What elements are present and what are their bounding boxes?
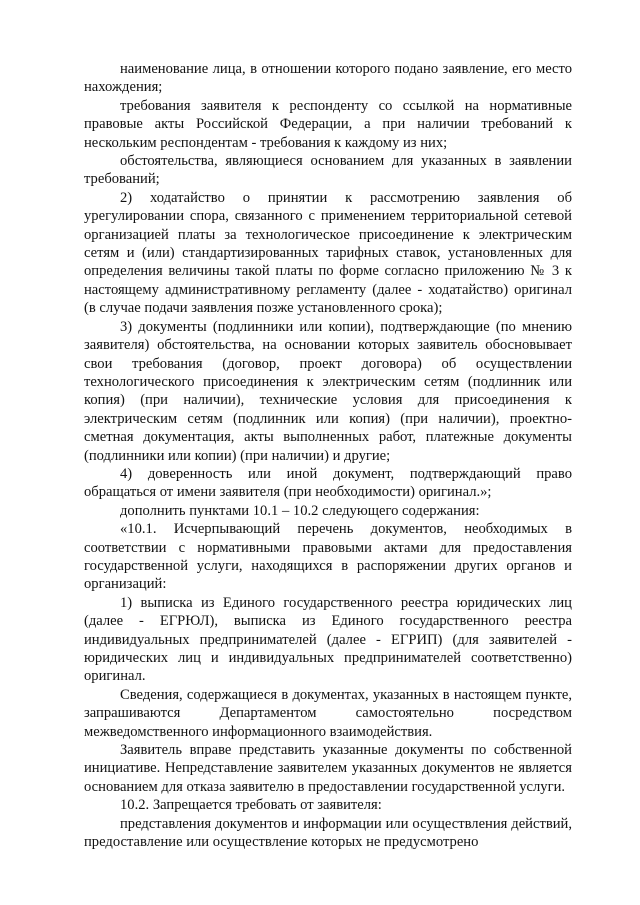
paragraph-9: 1) выписка из Единого государственного реестра юридических лиц (далее - ЕГРЮЛ), выписка из Единого государственного реестра индивидуальных предпринимателей (далее - ЕГРИП) (для заявителей - юридических лиц и индивидуальных предпринимателей соответственно) оригинал. — [84, 594, 572, 685]
paragraph-5: 3) документы (подлинники или копии), подтверждающие (по мнению заявителя) обстоятельства, на основании которых заявитель обосновывает свои требования (договор, проект договора) об осуществлении технологического присоединения к электрическим сетям (подлинник или копия) (при наличии), технические условия для присоединения к электрическим сетям (подлинник или копия) (при наличии), проектно-сметная документация, акты выполненных работ, платежные документы (подлинники или копии) (при наличии) и другие; — [84, 318, 572, 464]
paragraph-3: обстоятельства, являющиеся основанием для указанных в заявлении требований; — [84, 153, 572, 188]
paragraph-4: 2) ходатайство о принятии к рассмотрению заявления об урегулировании спора, связанного с применением территориальной сетевой организацией платы за технологическое присоединение к электрическим сетям и (или) стандартизированных тарифных ставок, установленных для определения величины такой платы по форме согласно приложению № 3 к настоящему административному регламенту (далее - ходатайство) оригинал (в случае подачи заявления позже установленного срока); — [84, 189, 572, 317]
paragraph-1: наименование лица, в отношении которого подано заявление, его место нахождения; — [84, 61, 572, 96]
paragraph-11: Заявитель вправе представить указанные документы по собственной инициативе. Непредставление заявителем указанных документов не является основанием для отказа заявителю в предоставлении государственной услуги. — [84, 742, 572, 795]
paragraph-8: «10.1. Исчерпывающий перечень документов, необходимых в соответствии с нормативными правовыми актами для предоставления государственной услуги, находящихся в распоряжении других органов и организаций: — [84, 521, 572, 593]
paragraph-6: 4) доверенность или иной документ, подтверждающий право обращаться от имени заявителя (при необходимости) оригинал.»; — [84, 465, 572, 501]
paragraph-10: Сведения, содержащиеся в документах, указанных в настоящем пункте, запрашиваются Департаментом самостоятельно посредством межведомственного информационного взаимодействия. — [84, 686, 572, 740]
paragraph-7: дополнить пунктами 10.1 – 10.2 следующего содержания: — [120, 502, 480, 519]
paragraph-2: требования заявителя к респонденту со ссылкой на нормативные правовые акты Российской Федерации, а при наличии требований к нескольким респондентам - требования к каждому из них; — [84, 97, 572, 151]
paragraph-12: 10.2. Запрещается требовать от заявителя: — [120, 797, 382, 814]
paragraph-13: представления документов и информации или осуществления действий, предоставление или осуществление которых не предусмотрено — [84, 815, 572, 851]
document-body — [84, 60, 572, 851]
